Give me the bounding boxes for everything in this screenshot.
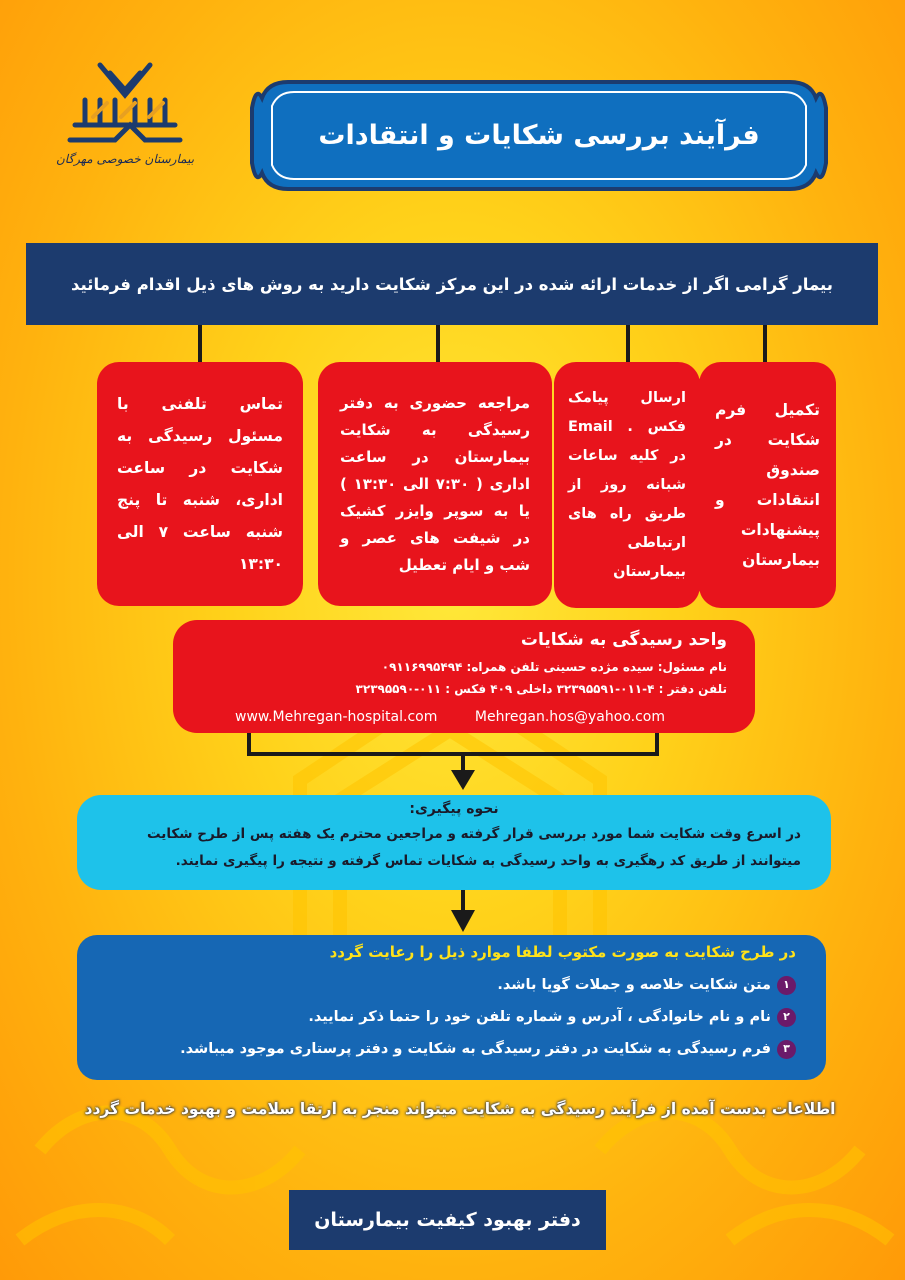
follow-up-body: در اسرع وقت شکایت شما مورد بررسی قرار گرفته و مراجعین محترم یک هفته پس از طرح شکایت میتوانند از طریق کد رهگیری به واحد رسیدگی به شکایات تماس گرفته و نتیجه را پیگیری نمایند.	[146, 826, 801, 869]
method-card-sms	[554, 362, 700, 608]
guideline-text: نام و نام خانوادگی ، آدرس و شماره تلفن خود را حتما ذکر نمایید.	[308, 1009, 771, 1025]
guideline-number: ۱	[777, 976, 796, 995]
written-title: در طرح شکایت به صورت مکتوب لطفا موارد ذیل را رعایت گردد	[329, 943, 796, 961]
method-text: تماس تلفنی با مسئول رسیدگی به شکایت در ساعت اداری، شنبه تا پنج شنبه ساعت ۷ الی ۱۳:۳۰	[117, 395, 283, 573]
website-link[interactable]: www.Mehregan-hospital.com	[235, 709, 438, 725]
method-card-visit	[318, 362, 552, 606]
follow-up-card	[77, 795, 831, 890]
guideline-item	[107, 1033, 796, 1065]
method-text: ارسال پیامک فکس . Email در کلیه ساعات شبانه روز از طریق راه های ارتباطی بیمارستان	[568, 389, 686, 580]
guideline-item	[107, 1001, 796, 1033]
logo-caption: بیمارستان خصوصی مهرگان	[55, 152, 195, 166]
arrow-down-icon	[451, 770, 475, 790]
contact-links	[235, 709, 665, 725]
written-guidelines-card	[77, 935, 826, 1080]
title-banner	[248, 78, 830, 193]
contact-manager: نام مسئول: سیده مژده حسینی تلفن همراه: ۰۹۱۱۶۹۹۵۴۹۴	[381, 660, 727, 674]
arrow-down-icon	[451, 910, 475, 932]
guideline-number: ۲	[777, 1008, 796, 1027]
footnote: اطلاعات بدست آمده از فرآیند رسیدگی به شکایت میتواند منجر به ارتقا سلامت و بهبود خدمات گردد	[84, 1100, 836, 1118]
method-card-phone	[97, 362, 303, 606]
connector-line	[247, 752, 659, 756]
method-text: مراجعه حضوری به دفتر رسیدگی به شکایت بیمارستان در ساعت اداری ( ۷:۳۰ الی ۱۳:۳۰ ) یا به سوپر وایزر کشیک در شیفت های عصر و شب و ایام تعطیل	[340, 393, 530, 574]
connector-line	[763, 325, 767, 363]
connector-line	[461, 890, 465, 912]
page-title: فرآیند بررسی شکایات و انتقادات	[318, 120, 760, 151]
guideline-item	[107, 969, 796, 1001]
contact-phones: تلفن دفتر : ۴-۰۱۱-۳۲۳۹۵۵۹۱ داخلی ۴۰۹ فکس : ۰۱۱-۳۲۳۹۵۵۹۰	[355, 682, 727, 696]
footer-department: دفتر بهبود کیفیت بیمارستان	[289, 1190, 606, 1250]
method-text: تکمیل فرم شکایت در صندوق انتقادات و پیشنهادات بیمارستان	[715, 401, 820, 569]
connector-line	[461, 752, 465, 772]
connector-line	[198, 325, 202, 363]
email-link[interactable]: Mehregan.hos@yahoo.com	[474, 709, 665, 725]
follow-up-title: نحوه پیگیری:	[409, 801, 499, 817]
guideline-text: متن شکایت خلاصه و جملات گویا باشد.	[497, 977, 771, 993]
method-card-form	[699, 362, 836, 608]
connector-line	[436, 325, 440, 363]
guideline-text: فرم رسیدگی به شکایت در دفتر رسیدگی به شکایت و دفتر پرستاری موجود میباشد.	[180, 1041, 771, 1057]
connector-line	[626, 325, 630, 363]
intro-banner: بیمار گرامی اگر از خدمات ارائه شده در این مرکز شکایت دارید به روش های ذیل اقدام فرمائید	[26, 243, 878, 325]
contact-title: واحد رسیدگی به شکایات	[520, 630, 727, 650]
guideline-number: ۳	[777, 1040, 796, 1059]
contact-card	[173, 620, 755, 733]
